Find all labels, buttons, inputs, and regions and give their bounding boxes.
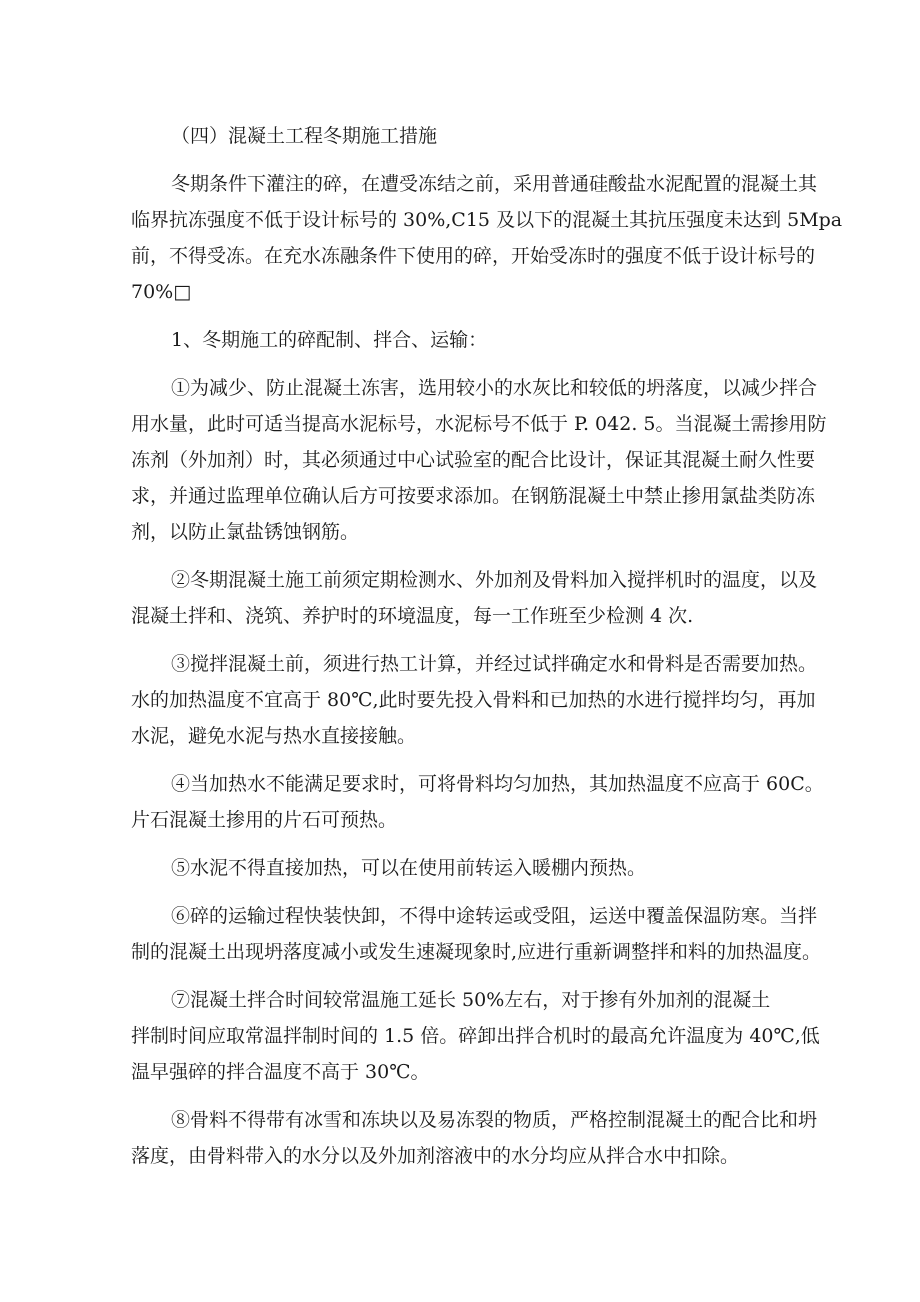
item-line: 求，并通过监理单位确认后方可按要求添加。在钢筋混凝土中禁止掺用氯盐类防冻 <box>131 485 816 507</box>
item-line: ⑤水泥不得直接加热，可以在使用前转运入暖棚内预热。 <box>171 857 647 879</box>
item-paragraph-5 <box>131 850 866 886</box>
intro-line: 临界抗冻强度不低于设计标号的 30%,C15 及以下的混凝土其抗压强度未达到 5Mpa <box>131 209 843 231</box>
item-line: 剂，以防止氯盐锈蚀钢筋。 <box>131 521 360 543</box>
intro-line: 70%□ <box>131 281 192 303</box>
item-paragraph-1 <box>131 370 866 550</box>
paragraph-gap <box>131 970 866 982</box>
subsection-title: 1、冬期施工的碎配制、拌合、运输： <box>171 329 488 351</box>
item-line: 片石混凝土掺用的片石可预热。 <box>131 809 398 831</box>
item-line: ④当加热水不能满足要求时，可将骨料均匀加热，其加热温度不应高于 60C。 <box>171 773 824 795</box>
item-line: 水的加热温度不宜高于 80℃,此时要先投入骨料和已加热的水进行搅拌均匀，再加 <box>131 689 816 711</box>
item-paragraph-8 <box>131 1102 866 1174</box>
item-line: ③搅拌混凝土前，须进行热工计算，并经过试拌确定水和骨料是否需要加热。 <box>171 653 818 675</box>
section-heading: （四）混凝土工程冬期施工措施 <box>171 125 438 147</box>
item-line: 温早强碎的拌合温度不高于 30℃。 <box>131 1061 430 1083</box>
item-line: 混凝土拌和、浇筑、养护时的环境温度，每一工作班至少检测 4 次. <box>131 605 694 627</box>
item-paragraph-3 <box>131 646 866 754</box>
item-paragraph-4 <box>131 766 866 838</box>
intro-line: 前，不得受冻。在充水冻融条件下使用的碎，开始受冻时的强度不低于设计标号的 <box>131 245 816 267</box>
paragraph-gap <box>131 1090 866 1102</box>
item-line: ⑥碎的运输过程快装快卸，不得中途转运或受阻，运送中覆盖保温防寒。当拌 <box>171 905 818 927</box>
item-paragraph-2 <box>131 562 866 634</box>
item-line: 水泥，避免水泥与热水直接接触。 <box>131 725 417 747</box>
paragraph-gap <box>131 310 866 322</box>
item-line: ⑧骨料不得带有冰雪和冻块以及易冻裂的物质，严格控制混凝土的配合比和坍 <box>171 1109 818 1131</box>
item-paragraph-7 <box>131 982 866 1090</box>
item-paragraph-6 <box>131 898 866 970</box>
item-line: ⑦混凝土拌合时间较常温施工延长 50%左右，对于掺有外加剂的混凝土 <box>171 989 771 1011</box>
document-body <box>131 118 866 1174</box>
paragraph-gap <box>131 634 866 646</box>
paragraph-gap <box>131 754 866 766</box>
item-line: 用水量，此时可适当提高水泥标号，水泥标号不低于 P. 042. 5。当混凝土需掺用防 <box>131 413 827 435</box>
paragraph-gap <box>131 838 866 850</box>
item-line: 拌制时间应取常温拌制时间的 1.5 倍。碎卸出拌合机时的最高允许温度为 40℃,低 <box>131 1025 820 1047</box>
item-line: 落度，由骨料带入的水分以及外加剂溶液中的水分均应从拌合水中扣除。 <box>131 1145 740 1167</box>
intro-line: 冬期条件下灌注的碎，在遭受冻结之前，采用普通硅酸盐水泥配置的混凝土其 <box>171 173 818 195</box>
paragraph-gap <box>131 886 866 898</box>
intro-paragraph <box>131 166 866 310</box>
item-line: ②冬期混凝土施工前须定期检测水、外加剂及骨料加入搅拌机时的温度，以及 <box>171 569 818 591</box>
paragraph-gap <box>131 550 866 562</box>
item-line: 冻剂（外加剂）时，其必须通过中心试验室的配合比设计，保证其混凝土耐久性要 <box>131 449 816 471</box>
paragraph-gap <box>131 154 866 166</box>
item-line: ①为减少、防止混凝土冻害，选用较小的水灰比和较低的坍落度，以减少拌合 <box>171 377 818 399</box>
item-line: 制的混凝土出现坍落度减小或发生速凝现象时,应进行重新调整拌和料的加热温度。 <box>131 941 822 963</box>
paragraph-gap <box>131 358 866 370</box>
